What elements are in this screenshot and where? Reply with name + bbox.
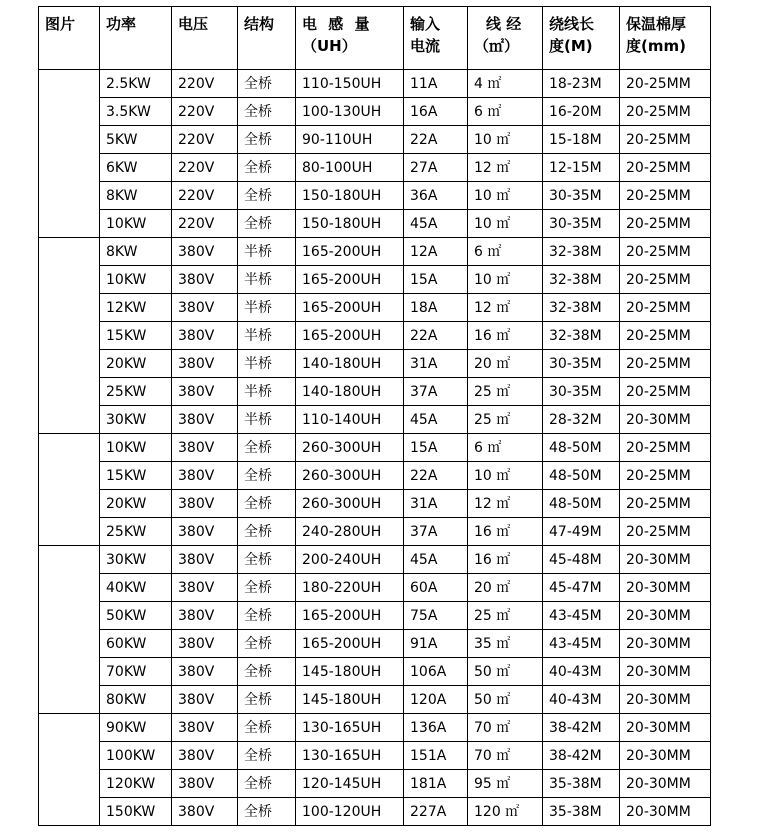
cell-inductance: 260-300UH <box>296 434 404 462</box>
cell-current: 27A <box>404 154 468 182</box>
cell-inductance: 130-165UH <box>296 742 404 770</box>
cell-insulation: 20-30MM <box>620 602 711 630</box>
cell-length: 38-42M <box>543 742 620 770</box>
cell-current: 37A <box>404 518 468 546</box>
cell-structure: 全桥 <box>238 714 296 742</box>
cell-power: 15KW <box>100 322 172 350</box>
cell-inductance: 150-180UH <box>296 210 404 238</box>
cell-structure: 全桥 <box>238 770 296 798</box>
cell-power: 150KW <box>100 798 172 826</box>
cell-wire: 20 ㎡ <box>468 574 543 602</box>
cell-insulation: 20-25MM <box>620 378 711 406</box>
cell-voltage: 220V <box>172 154 238 182</box>
col-insulation-label-1: 保温棉厚 <box>626 15 687 33</box>
cell-power: 3.5KW <box>100 98 172 126</box>
cell-wire: 25 ㎡ <box>468 406 543 434</box>
cell-power: 10KW <box>100 210 172 238</box>
table-row <box>39 434 711 462</box>
cell-inductance: 165-200UH <box>296 238 404 266</box>
table-row <box>39 238 711 266</box>
col-length-label-1: 绕线长 <box>549 15 595 33</box>
col-power-header <box>100 7 172 70</box>
cell-length: 32-38M <box>543 266 620 294</box>
table-row <box>39 714 711 742</box>
cell-length: 43-45M <box>543 630 620 658</box>
cell-structure: 全桥 <box>238 182 296 210</box>
cell-wire: 16 ㎡ <box>468 518 543 546</box>
cell-current: 37A <box>404 378 468 406</box>
col-power-label: 功率 <box>106 15 137 33</box>
cell-insulation: 20-25MM <box>620 70 711 98</box>
cell-wire: 10 ㎡ <box>468 126 543 154</box>
cell-power: 10KW <box>100 266 172 294</box>
col-inductance-header <box>296 7 404 70</box>
cell-length: 28-32M <box>543 406 620 434</box>
cell-power: 80KW <box>100 686 172 714</box>
cell-inductance: 150-180UH <box>296 182 404 210</box>
cell-power: 120KW <box>100 770 172 798</box>
cell-current: 151A <box>404 742 468 770</box>
cell-wire: 12 ㎡ <box>468 490 543 518</box>
cell-length: 32-38M <box>543 294 620 322</box>
col-wire-label-2: （㎡） <box>474 37 520 55</box>
cell-voltage: 220V <box>172 182 238 210</box>
cell-power: 70KW <box>100 658 172 686</box>
table-row <box>39 350 711 378</box>
cell-voltage: 380V <box>172 658 238 686</box>
cell-wire: 12 ㎡ <box>468 154 543 182</box>
col-inductance-label-2: （UH） <box>302 37 357 55</box>
cell-insulation: 20-30MM <box>620 658 711 686</box>
table-row <box>39 742 711 770</box>
cell-power: 12KW <box>100 294 172 322</box>
table-row <box>39 378 711 406</box>
cell-structure: 半桥 <box>238 238 296 266</box>
table-row <box>39 126 711 154</box>
cell-insulation: 20-25MM <box>620 154 711 182</box>
table-row <box>39 98 711 126</box>
cell-wire: 6 ㎡ <box>468 98 543 126</box>
cell-length: 45-48M <box>543 546 620 574</box>
cell-current: 16A <box>404 98 468 126</box>
cell-insulation: 20-25MM <box>620 266 711 294</box>
cell-structure: 全桥 <box>238 546 296 574</box>
cell-inductance: 140-180UH <box>296 350 404 378</box>
cell-insulation: 20-25MM <box>620 182 711 210</box>
cell-inductance: 260-300UH <box>296 490 404 518</box>
cell-length: 32-38M <box>543 238 620 266</box>
cell-voltage: 380V <box>172 714 238 742</box>
cell-insulation: 20-25MM <box>620 322 711 350</box>
cell-inductance: 140-180UH <box>296 378 404 406</box>
cell-power: 20KW <box>100 490 172 518</box>
cell-structure: 全桥 <box>238 658 296 686</box>
table-row <box>39 574 711 602</box>
cell-structure: 全桥 <box>238 210 296 238</box>
cell-structure: 全桥 <box>238 70 296 98</box>
cell-inductance: 165-200UH <box>296 266 404 294</box>
col-inductance-label-1: 电 感 量 <box>302 15 373 33</box>
cell-inductance: 130-165UH <box>296 714 404 742</box>
cell-current: 45A <box>404 546 468 574</box>
cell-insulation: 20-25MM <box>620 126 711 154</box>
cell-insulation: 20-30MM <box>620 714 711 742</box>
cell-wire: 6 ㎡ <box>468 434 543 462</box>
col-wire-header <box>468 7 543 70</box>
cell-length: 15-18M <box>543 126 620 154</box>
cell-power: 90KW <box>100 714 172 742</box>
cell-voltage: 380V <box>172 574 238 602</box>
cell-structure: 全桥 <box>238 434 296 462</box>
cell-length: 18-23M <box>543 70 620 98</box>
cell-voltage: 380V <box>172 294 238 322</box>
cell-power: 10KW <box>100 434 172 462</box>
cell-insulation: 20-25MM <box>620 490 711 518</box>
cell-structure: 半桥 <box>238 350 296 378</box>
cell-insulation: 20-30MM <box>620 686 711 714</box>
table-row <box>39 294 711 322</box>
cell-wire: 70 ㎡ <box>468 742 543 770</box>
cell-inductance: 145-180UH <box>296 658 404 686</box>
cell-inductance: 110-150UH <box>296 70 404 98</box>
col-length-label-2: 度(M) <box>549 37 593 55</box>
cell-structure: 全桥 <box>238 154 296 182</box>
col-image-label: 图片 <box>45 15 76 33</box>
cell-length: 43-45M <box>543 602 620 630</box>
cell-current: 15A <box>404 434 468 462</box>
cell-wire: 10 ㎡ <box>468 462 543 490</box>
cell-insulation: 20-25MM <box>620 462 711 490</box>
cell-voltage: 380V <box>172 546 238 574</box>
cell-insulation: 20-25MM <box>620 98 711 126</box>
cell-current: 136A <box>404 714 468 742</box>
cell-length: 45-47M <box>543 574 620 602</box>
cell-voltage: 220V <box>172 98 238 126</box>
col-voltage-header <box>172 7 238 70</box>
cell-current: 22A <box>404 126 468 154</box>
cell-structure: 半桥 <box>238 406 296 434</box>
cell-insulation: 20-25MM <box>620 518 711 546</box>
product-image-cell <box>39 70 100 238</box>
cell-power: 40KW <box>100 574 172 602</box>
cell-power: 5KW <box>100 126 172 154</box>
table-row <box>39 658 711 686</box>
cell-inductance: 180-220UH <box>296 574 404 602</box>
cell-current: 120A <box>404 686 468 714</box>
cell-wire: 12 ㎡ <box>468 294 543 322</box>
table-row <box>39 490 711 518</box>
cell-structure: 全桥 <box>238 518 296 546</box>
cell-current: 15A <box>404 266 468 294</box>
cell-structure: 半桥 <box>238 378 296 406</box>
table-row <box>39 630 711 658</box>
table-row <box>39 546 711 574</box>
cell-structure: 全桥 <box>238 742 296 770</box>
cell-structure: 全桥 <box>238 630 296 658</box>
cell-length: 40-43M <box>543 686 620 714</box>
cell-power: 25KW <box>100 518 172 546</box>
cell-current: 31A <box>404 350 468 378</box>
table-row <box>39 210 711 238</box>
cell-power: 30KW <box>100 546 172 574</box>
cell-insulation: 20-30MM <box>620 630 711 658</box>
cell-wire: 95 ㎡ <box>468 770 543 798</box>
cell-inductance: 165-200UH <box>296 294 404 322</box>
cell-length: 48-50M <box>543 462 620 490</box>
cell-voltage: 380V <box>172 630 238 658</box>
cell-current: 36A <box>404 182 468 210</box>
cell-current: 60A <box>404 574 468 602</box>
cell-inductance: 200-240UH <box>296 546 404 574</box>
table-row <box>39 798 711 826</box>
cell-wire: 4 ㎡ <box>468 70 543 98</box>
cell-power: 15KW <box>100 462 172 490</box>
cell-current: 75A <box>404 602 468 630</box>
cell-wire: 6 ㎡ <box>468 238 543 266</box>
table-row <box>39 770 711 798</box>
cell-inductance: 110-140UH <box>296 406 404 434</box>
cell-insulation: 20-30MM <box>620 770 711 798</box>
cell-voltage: 220V <box>172 70 238 98</box>
cell-length: 30-35M <box>543 350 620 378</box>
cell-wire: 10 ㎡ <box>468 210 543 238</box>
cell-inductance: 240-280UH <box>296 518 404 546</box>
product-image-cell <box>39 546 100 714</box>
cell-voltage: 380V <box>172 266 238 294</box>
cell-current: 106A <box>404 658 468 686</box>
col-wire-label-1: 线 经 <box>486 15 522 33</box>
cell-insulation: 20-30MM <box>620 798 711 826</box>
cell-voltage: 380V <box>172 406 238 434</box>
cell-structure: 全桥 <box>238 490 296 518</box>
cell-power: 20KW <box>100 350 172 378</box>
cell-power: 50KW <box>100 602 172 630</box>
cell-voltage: 380V <box>172 322 238 350</box>
cell-voltage: 380V <box>172 378 238 406</box>
cell-structure: 半桥 <box>238 294 296 322</box>
table-row <box>39 154 711 182</box>
cell-length: 40-43M <box>543 658 620 686</box>
cell-voltage: 220V <box>172 126 238 154</box>
cell-current: 18A <box>404 294 468 322</box>
cell-current: 45A <box>404 406 468 434</box>
cell-structure: 全桥 <box>238 98 296 126</box>
cell-length: 30-35M <box>543 210 620 238</box>
cell-wire: 10 ㎡ <box>468 266 543 294</box>
cell-wire: 50 ㎡ <box>468 658 543 686</box>
table-row <box>39 70 711 98</box>
cell-inductance: 165-200UH <box>296 322 404 350</box>
cell-voltage: 380V <box>172 798 238 826</box>
cell-structure: 全桥 <box>238 126 296 154</box>
table-row <box>39 182 711 210</box>
cell-length: 30-35M <box>543 182 620 210</box>
cell-structure: 全桥 <box>238 798 296 826</box>
product-image-cell <box>39 238 100 434</box>
cell-insulation: 20-30MM <box>620 406 711 434</box>
cell-current: 45A <box>404 210 468 238</box>
col-structure-label: 结构 <box>244 15 275 33</box>
cell-inductance: 260-300UH <box>296 462 404 490</box>
cell-length: 47-49M <box>543 518 620 546</box>
cell-power: 2.5KW <box>100 70 172 98</box>
cell-length: 16-20M <box>543 98 620 126</box>
product-image-cell <box>39 434 100 546</box>
cell-wire: 10 ㎡ <box>468 182 543 210</box>
cell-insulation: 20-30MM <box>620 574 711 602</box>
cell-current: 181A <box>404 770 468 798</box>
cell-inductance: 100-130UH <box>296 98 404 126</box>
cell-inductance: 80-100UH <box>296 154 404 182</box>
cell-insulation: 20-25MM <box>620 434 711 462</box>
cell-power: 8KW <box>100 182 172 210</box>
col-current-label-1: 输入 <box>410 15 441 33</box>
table-row <box>39 322 711 350</box>
cell-insulation: 20-30MM <box>620 742 711 770</box>
cell-structure: 全桥 <box>238 574 296 602</box>
cell-length: 38-42M <box>543 714 620 742</box>
induction-heater-spec-table <box>38 6 711 826</box>
col-length-header <box>543 7 620 70</box>
cell-inductance: 165-200UH <box>296 602 404 630</box>
cell-length: 35-38M <box>543 798 620 826</box>
cell-wire: 25 ㎡ <box>468 378 543 406</box>
cell-wire: 25 ㎡ <box>468 602 543 630</box>
col-structure-header <box>238 7 296 70</box>
table-row <box>39 266 711 294</box>
cell-voltage: 380V <box>172 602 238 630</box>
cell-insulation: 20-30MM <box>620 546 711 574</box>
cell-inductance: 165-200UH <box>296 630 404 658</box>
cell-current: 11A <box>404 70 468 98</box>
cell-wire: 16 ㎡ <box>468 546 543 574</box>
cell-structure: 半桥 <box>238 266 296 294</box>
col-voltage-label: 电压 <box>178 15 209 33</box>
cell-length: 48-50M <box>543 434 620 462</box>
cell-wire: 20 ㎡ <box>468 350 543 378</box>
cell-voltage: 220V <box>172 210 238 238</box>
cell-length: 35-38M <box>543 770 620 798</box>
spec-table-container <box>38 6 711 826</box>
cell-voltage: 380V <box>172 770 238 798</box>
col-insulation-header <box>620 7 711 70</box>
cell-length: 32-38M <box>543 322 620 350</box>
cell-voltage: 380V <box>172 518 238 546</box>
col-image-header <box>39 7 100 70</box>
cell-current: 227A <box>404 798 468 826</box>
header-row <box>39 7 711 70</box>
cell-inductance: 90-110UH <box>296 126 404 154</box>
cell-wire: 50 ㎡ <box>468 686 543 714</box>
table-row <box>39 518 711 546</box>
cell-structure: 半桥 <box>238 322 296 350</box>
cell-wire: 70 ㎡ <box>468 714 543 742</box>
cell-length: 30-35M <box>543 378 620 406</box>
cell-power: 60KW <box>100 630 172 658</box>
cell-current: 91A <box>404 630 468 658</box>
cell-voltage: 380V <box>172 434 238 462</box>
cell-current: 22A <box>404 322 468 350</box>
product-image-cell <box>39 714 100 826</box>
cell-insulation: 20-25MM <box>620 238 711 266</box>
cell-structure: 全桥 <box>238 602 296 630</box>
cell-insulation: 20-25MM <box>620 350 711 378</box>
cell-structure: 全桥 <box>238 462 296 490</box>
cell-structure: 全桥 <box>238 686 296 714</box>
cell-voltage: 380V <box>172 462 238 490</box>
table-body <box>39 70 711 826</box>
table-row <box>39 462 711 490</box>
cell-power: 6KW <box>100 154 172 182</box>
table-row <box>39 686 711 714</box>
cell-power: 8KW <box>100 238 172 266</box>
cell-length: 12-15M <box>543 154 620 182</box>
cell-voltage: 380V <box>172 742 238 770</box>
cell-wire: 16 ㎡ <box>468 322 543 350</box>
cell-inductance: 145-180UH <box>296 686 404 714</box>
cell-insulation: 20-25MM <box>620 210 711 238</box>
cell-wire: 35 ㎡ <box>468 630 543 658</box>
cell-power: 30KW <box>100 406 172 434</box>
col-insulation-label-2: 度(mm) <box>626 37 686 55</box>
cell-voltage: 380V <box>172 490 238 518</box>
cell-power: 100KW <box>100 742 172 770</box>
cell-voltage: 380V <box>172 350 238 378</box>
cell-current: 22A <box>404 462 468 490</box>
cell-insulation: 20-25MM <box>620 294 711 322</box>
col-current-header <box>404 7 468 70</box>
cell-inductance: 120-145UH <box>296 770 404 798</box>
col-current-label-2: 电流 <box>410 37 441 55</box>
cell-voltage: 380V <box>172 686 238 714</box>
table-row <box>39 406 711 434</box>
table-row <box>39 602 711 630</box>
cell-power: 25KW <box>100 378 172 406</box>
cell-current: 31A <box>404 490 468 518</box>
cell-length: 48-50M <box>543 490 620 518</box>
cell-voltage: 380V <box>172 238 238 266</box>
cell-wire: 120 ㎡ <box>468 798 543 826</box>
cell-inductance: 100-120UH <box>296 798 404 826</box>
cell-current: 12A <box>404 238 468 266</box>
